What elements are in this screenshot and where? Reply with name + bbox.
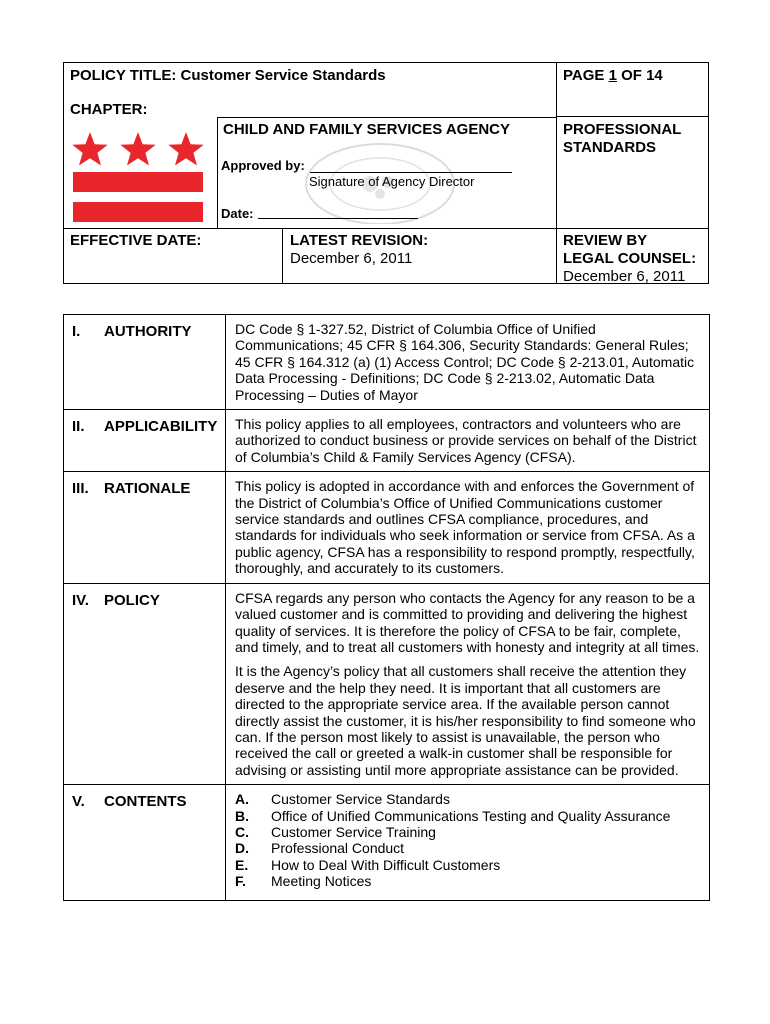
section-head-cell xyxy=(64,583,226,784)
header-page-row-divider xyxy=(556,116,709,117)
review-label-line1: REVIEW BY xyxy=(563,232,648,249)
section-paragraph: It is the Agency’s policy that all customers shall receive the attention they deserve and the help they need. It is important that all customers are directed to the appropriate service area. If the available person cannot directly assist the customer, it is his/her responsibility to find someone who can. If the person most likely to assist is unavailable, the person who received the call or greeted a walk-in customer shall be responsible for advising or assisting until more appropriate assistance can be provided. xyxy=(235,663,696,778)
section-paragraph: This policy is adopted in accordance with and enforces the Government of the District of Columbia’s Office of Unified Communications customer service standards and outlines CFSA compliance, procedures, and standards for individuals who seek information or service from CFSA. As a public agency, CFSA has a responsibility to respond promptly, respectfully, thoroughly, and accurately to its customers. xyxy=(235,478,695,577)
section-body xyxy=(226,472,709,582)
chapter-name-line2: STANDARDS xyxy=(563,139,657,156)
section-title: AUTHORITY xyxy=(104,323,192,340)
section-row-contents xyxy=(64,785,710,900)
section-title: CONTENTS xyxy=(104,793,187,811)
section-body xyxy=(226,315,709,409)
list-item xyxy=(235,824,703,840)
approved-by-label: Approved by: xyxy=(221,158,305,173)
section-heading xyxy=(64,785,225,811)
header-revision-divider xyxy=(282,228,283,284)
section-body-cell xyxy=(226,315,710,410)
section-heading xyxy=(64,584,225,610)
section-head-cell xyxy=(64,410,226,472)
list-item-letter: D. xyxy=(235,840,249,857)
chapter-name xyxy=(563,121,681,157)
policy-title: POLICY TITLE: Customer Service Standards xyxy=(70,67,386,84)
section-number: IV. xyxy=(72,591,89,609)
agency-name: CHILD AND FAMILY SERVICES AGENCY xyxy=(223,121,510,138)
section-number: I. xyxy=(72,323,81,340)
section-body-cell xyxy=(226,785,710,900)
section-row-policy xyxy=(64,583,710,784)
list-item-text: Customer Service Training xyxy=(271,823,436,840)
list-item-letter: E. xyxy=(235,856,249,873)
list-item-text: Professional Conduct xyxy=(271,840,405,857)
section-body-cell xyxy=(226,410,710,472)
list-item-text: Office of Unified Communications Testing and Quality Assurance xyxy=(271,807,671,824)
policy-sections-table xyxy=(63,314,710,901)
section-body xyxy=(226,410,709,471)
review-date: December 6, 2011 xyxy=(563,268,686,285)
list-item-letter: B. xyxy=(235,807,249,824)
section-body-cell xyxy=(226,583,710,784)
section-paragraph: CFSA regards any person who contacts the Agency for any reason to be a valued customer and is committed to providing and delivering the highest quality of services. It is therefore the policy of CFSA to be fair, complete, and timely, and to treat all customers with honesty and integrity at all times. xyxy=(235,589,700,655)
list-item xyxy=(235,873,703,889)
list-item-text: Customer Service Standards xyxy=(271,791,450,808)
section-title: RATIONALE xyxy=(104,480,191,498)
section-head-cell xyxy=(64,472,226,583)
flag-bar-top xyxy=(73,172,203,192)
section-title: APPLICABILITY xyxy=(104,418,218,436)
effective-date-label: EFFECTIVE DATE: xyxy=(70,232,202,249)
dc-flag-logo xyxy=(72,128,204,222)
header-effective-row-divider xyxy=(63,228,709,229)
signature-line xyxy=(310,172,512,173)
list-item-letter: A. xyxy=(235,791,249,808)
page-indicator xyxy=(563,67,663,85)
date-line xyxy=(258,218,418,219)
section-heading xyxy=(64,410,225,436)
header-agency-divider xyxy=(217,117,218,228)
section-head-cell xyxy=(64,315,226,410)
section-head-cell xyxy=(64,785,226,900)
section-paragraph: DC Code § 1-327.52, District of Columbia Office of Unified Communications; 45 CFR § 164.306, Security Standards: General Rules; 45 CFR § 164.312 (a) (1) Access Control; DC Code § 2-213.01, Automatic Data Processing - Definitions; DC Code § 2-213.02, Automatic Data Processing – Duties of Mayor xyxy=(235,321,695,403)
section-body xyxy=(226,584,709,784)
section-heading xyxy=(64,315,225,341)
latest-revision-date: December 6, 2011 xyxy=(290,250,413,267)
section-body xyxy=(226,785,709,899)
latest-revision xyxy=(290,232,428,268)
star-icon xyxy=(168,132,203,166)
section-heading xyxy=(64,472,225,498)
section-row-authority xyxy=(64,315,710,410)
star-icon xyxy=(120,132,155,166)
list-item-text: How to Deal With Difficult Customers xyxy=(271,856,501,873)
list-item xyxy=(235,857,703,873)
date-label: Date: xyxy=(221,206,254,221)
page-suffix: OF 14 xyxy=(616,67,663,84)
list-item-letter: F. xyxy=(235,873,246,890)
review-label-line2: LEGAL COUNSEL: xyxy=(563,250,697,267)
page-prefix: PAGE xyxy=(563,67,609,84)
flag-bar-bottom xyxy=(73,202,203,222)
list-item xyxy=(235,791,703,807)
section-title: POLICY xyxy=(104,591,160,609)
review-by-legal xyxy=(563,232,696,286)
latest-revision-label: LATEST REVISION: xyxy=(290,232,429,249)
section-number: V. xyxy=(72,793,85,811)
section-row-rationale xyxy=(64,472,710,583)
header-right-divider xyxy=(556,62,557,284)
list-item xyxy=(235,840,703,856)
section-number: III. xyxy=(72,480,89,498)
star-icon xyxy=(72,132,107,166)
list-item xyxy=(235,808,703,824)
section-row-applicability xyxy=(64,410,710,472)
signature-caption: Signature of Agency Director xyxy=(309,174,475,189)
section-paragraph: This policy applies to all employees, contractors and volunteers who are authorized to conduct business or provide services on behalf of the District of Columbia’s Child & Family Services Agency (CFSA). xyxy=(235,416,697,465)
contents-list xyxy=(235,791,703,889)
section-number: II. xyxy=(72,418,85,436)
page-current: 1 xyxy=(608,67,617,84)
chapter-name-line1: PROFESSIONAL xyxy=(563,121,682,138)
list-item-letter: C. xyxy=(235,823,249,840)
header-chapter-row-divider xyxy=(217,117,556,118)
section-body-cell xyxy=(226,472,710,583)
list-item-text: Meeting Notices xyxy=(271,873,372,890)
chapter-label: CHAPTER: xyxy=(70,101,148,118)
